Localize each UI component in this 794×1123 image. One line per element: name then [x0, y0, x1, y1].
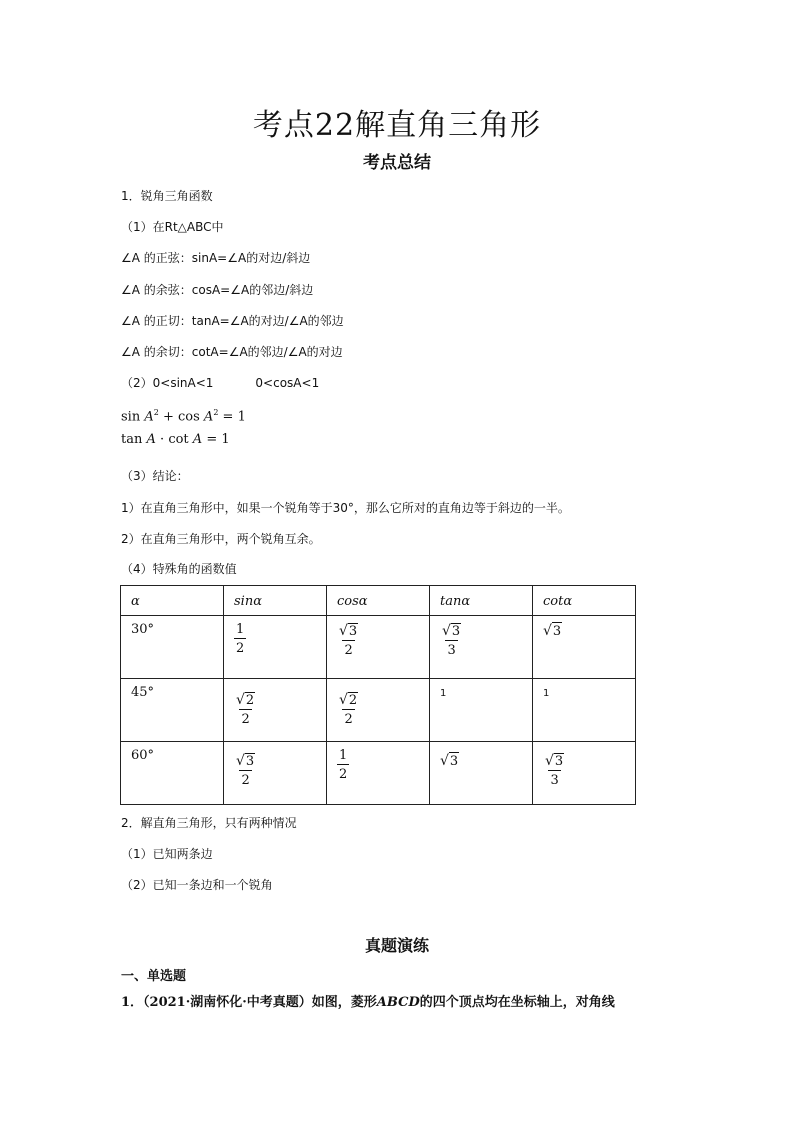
angle-cell: 45°	[121, 679, 224, 742]
definition-sine: ∠A 的正弦：sinA=∠A的对边/斜边	[121, 251, 311, 265]
formula-token: = 1	[222, 409, 246, 425]
formula-token: A	[146, 432, 156, 447]
identity-reciprocal	[121, 432, 230, 447]
section-title-practice: 真题演练	[364, 936, 429, 955]
sqrt: √ 3	[440, 753, 459, 769]
definition-cosine: ∠A 的余弦：cosA=∠A的邻边/斜边	[121, 283, 314, 297]
angle-cell: 60°	[121, 742, 224, 805]
case-side-angle: （2）已知一条边和一个锐角	[121, 878, 273, 892]
denominator: 3	[548, 770, 560, 787]
cot-45-cell	[533, 679, 636, 742]
table-row-45	[121, 679, 636, 742]
numerator: 1	[236, 622, 245, 637]
definition-tangent: ∠A 的正切：tanA=∠A的对边/∠A的邻边	[121, 314, 344, 328]
heading-solve-triangle: 2．解直角三角形，只有两种情况	[121, 816, 297, 830]
paragraph-rt-triangle: （1）在Rt△ABC中	[121, 220, 224, 234]
denominator: 2	[342, 709, 354, 726]
radicand: 2	[245, 693, 255, 708]
range-cosine: 0<cosA<1	[255, 376, 320, 390]
formula-token: tan	[121, 432, 143, 447]
value: 1	[543, 688, 550, 699]
sin-45-cell	[224, 679, 327, 742]
question-text: 1．（2021·湖南怀化·中考真题）如图，菱形	[121, 995, 377, 1010]
header-tan: tanα	[430, 586, 533, 616]
sqrt: √ 3	[545, 753, 564, 769]
formula-token: sin	[121, 409, 141, 425]
sqrt: √ 3	[236, 753, 255, 769]
radicand: 3	[554, 754, 564, 769]
formula-token: = 1	[206, 432, 230, 447]
value: 1	[440, 688, 447, 699]
numerator: 1	[339, 748, 348, 763]
fraction	[440, 622, 463, 657]
fraction	[234, 752, 257, 787]
cos-45-cell	[327, 679, 430, 742]
cos-60-cell	[327, 742, 430, 805]
formula-token: ·	[160, 432, 165, 447]
header-cos: cosα	[327, 586, 430, 616]
conclusion-30-degree: 1）在直角三角形中，如果一个锐角等于30°，那么它所对的直角边等于斜边的一半。	[121, 501, 570, 515]
range-sine: （2）0<sinA<1	[121, 376, 214, 390]
header-alpha: α	[121, 586, 224, 616]
denominator: 2	[337, 764, 349, 781]
fraction	[337, 691, 360, 726]
radicand: 2	[348, 693, 358, 708]
header-cot: cotα	[533, 586, 636, 616]
conclusion-complementary: 2）在直角三角形中，两个锐角互余。	[121, 532, 321, 546]
sqrt: √ 2	[236, 692, 255, 708]
denominator: 2	[239, 770, 251, 787]
sin-60-cell	[224, 742, 327, 805]
sqrt: √ 3	[543, 623, 562, 639]
case-two-sides: （1）已知两条边	[121, 847, 213, 861]
radicand: 3	[245, 754, 255, 769]
range-statement	[121, 375, 319, 391]
fraction	[234, 691, 257, 726]
radicand: 3	[449, 754, 459, 769]
fraction	[234, 622, 246, 655]
sqrt: √ 2	[339, 692, 358, 708]
formula-token: A	[192, 432, 203, 447]
tan-30-cell	[430, 616, 533, 679]
formula-token: A	[144, 409, 154, 425]
table-row-30	[121, 616, 636, 679]
cos-30-cell	[327, 616, 430, 679]
formula-token: A	[203, 409, 214, 425]
formula-exponent: 2	[153, 408, 159, 417]
subheading-single-choice: 一、单选题	[121, 969, 187, 984]
sqrt: √ 3	[339, 623, 358, 639]
cot-60-cell	[533, 742, 636, 805]
formula-token: cot	[168, 432, 189, 447]
sqrt: √ 3	[442, 623, 461, 639]
denominator: 2	[234, 638, 246, 655]
tan-45-cell	[430, 679, 533, 742]
table-row-60	[121, 742, 636, 805]
page-title: 考点22解直角三角形	[252, 108, 542, 143]
definition-cotangent: ∠A 的余切：cotA=∠A的邻边/∠A的对边	[121, 345, 343, 359]
denominator: 2	[342, 640, 354, 657]
question-variable: ABCD	[376, 995, 420, 1010]
fraction	[337, 622, 360, 657]
cot-30-cell	[533, 616, 636, 679]
special-values-label: （4）特殊角的函数值	[121, 562, 237, 576]
formula-token: + cos	[162, 409, 200, 425]
sin-30-cell	[224, 616, 327, 679]
denominator: 3	[445, 640, 457, 657]
denominator: 2	[239, 709, 251, 726]
formula-exponent: 2	[213, 408, 219, 417]
radicand: 3	[451, 624, 461, 639]
section-title-summary: 考点总结	[363, 153, 431, 173]
question-text: 的四个顶点均在坐标轴上，对角线	[419, 995, 615, 1010]
radicand: 3	[552, 624, 562, 639]
identity-pythagorean	[121, 408, 246, 424]
angle-cell: 30°	[121, 616, 224, 679]
fraction	[337, 748, 349, 781]
fraction	[543, 752, 566, 787]
tan-60-cell	[430, 742, 533, 805]
conclusion-label: （3）结论：	[121, 469, 189, 483]
table-header-row	[121, 586, 636, 616]
radicand: 3	[348, 624, 358, 639]
header-sin: sinα	[224, 586, 327, 616]
question-1	[121, 991, 615, 1010]
heading-acute-functions: 1．锐角三角函数	[121, 189, 213, 203]
special-angle-table	[120, 585, 636, 805]
